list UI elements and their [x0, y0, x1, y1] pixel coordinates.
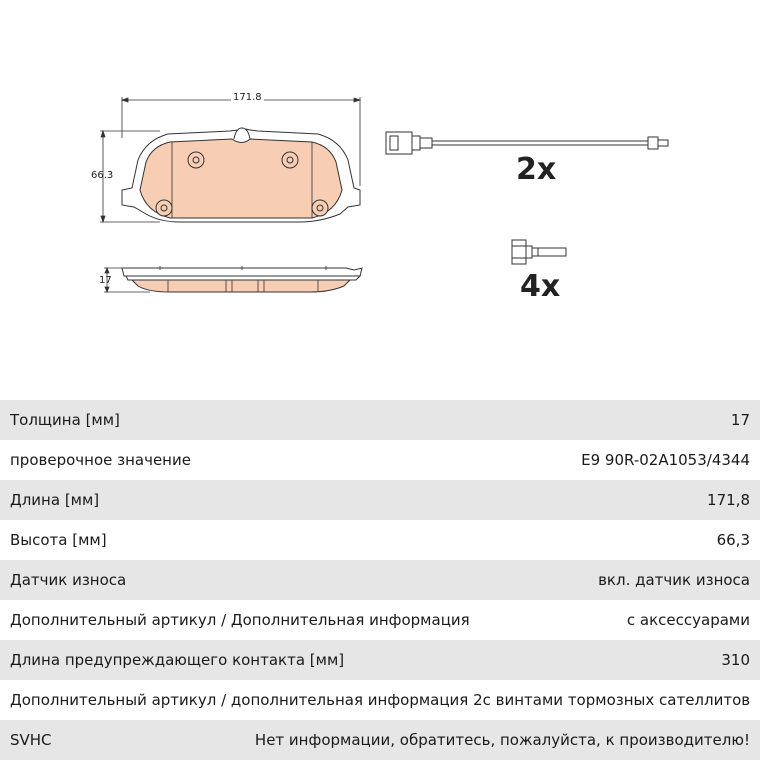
height-dimension-label: 66.3	[91, 170, 114, 181]
spec-row-length	[0, 480, 760, 520]
spec-value: E9 90R-02A1053/4344	[581, 451, 750, 469]
spec-value: 66,3	[716, 531, 750, 549]
spec-label: Датчик износа	[10, 571, 127, 589]
spec-label: Длина [мм]	[10, 491, 100, 509]
spec-row-warning-contact-length	[0, 640, 760, 680]
spec-row-thickness	[0, 400, 760, 440]
spec-label: Длина предупреждающего контакта [мм]	[10, 651, 345, 669]
brake-pad-side-view	[122, 266, 362, 292]
spec-value: с аксессуарами	[626, 611, 750, 629]
spec-row-height	[0, 520, 760, 560]
spec-row-additional-info	[0, 600, 760, 640]
spec-label: SVHC	[10, 731, 52, 749]
spec-row-test-value	[0, 440, 760, 480]
spec-label: Толщина [мм]	[10, 411, 120, 429]
spec-value: Нет информации, обратитесь, пожалуйста, к производителю!	[254, 731, 750, 749]
spec-label: Дополнительный артикул / дополнительная информация 2	[10, 691, 483, 709]
spec-row-additional-info-2	[0, 680, 760, 720]
spec-label: проверочное значение	[10, 451, 191, 469]
spec-value: 310	[721, 651, 750, 669]
bolt-drawing	[512, 240, 566, 264]
spec-label: Высота [мм]	[10, 531, 107, 549]
bolt-quantity: 4x	[520, 269, 561, 304]
specifications-table	[0, 400, 760, 760]
spec-value: с винтами тормозных сателлитов	[482, 691, 751, 709]
brake-pad-front-view	[122, 128, 360, 222]
width-dimension-label: 171.8	[233, 92, 262, 103]
wear-sensor-drawing	[386, 132, 668, 154]
spec-value: 17	[730, 411, 750, 429]
wear-sensor-quantity: 2x	[516, 152, 557, 187]
thickness-dimension-label: 17	[99, 275, 112, 286]
spec-value: 171,8	[707, 491, 750, 509]
spec-row-svhc	[0, 720, 760, 760]
spec-value: вкл. датчик износа	[598, 571, 750, 589]
spec-label: Дополнительный артикул / Дополнительная информация	[10, 611, 470, 629]
spec-row-wear-sensor	[0, 560, 760, 600]
